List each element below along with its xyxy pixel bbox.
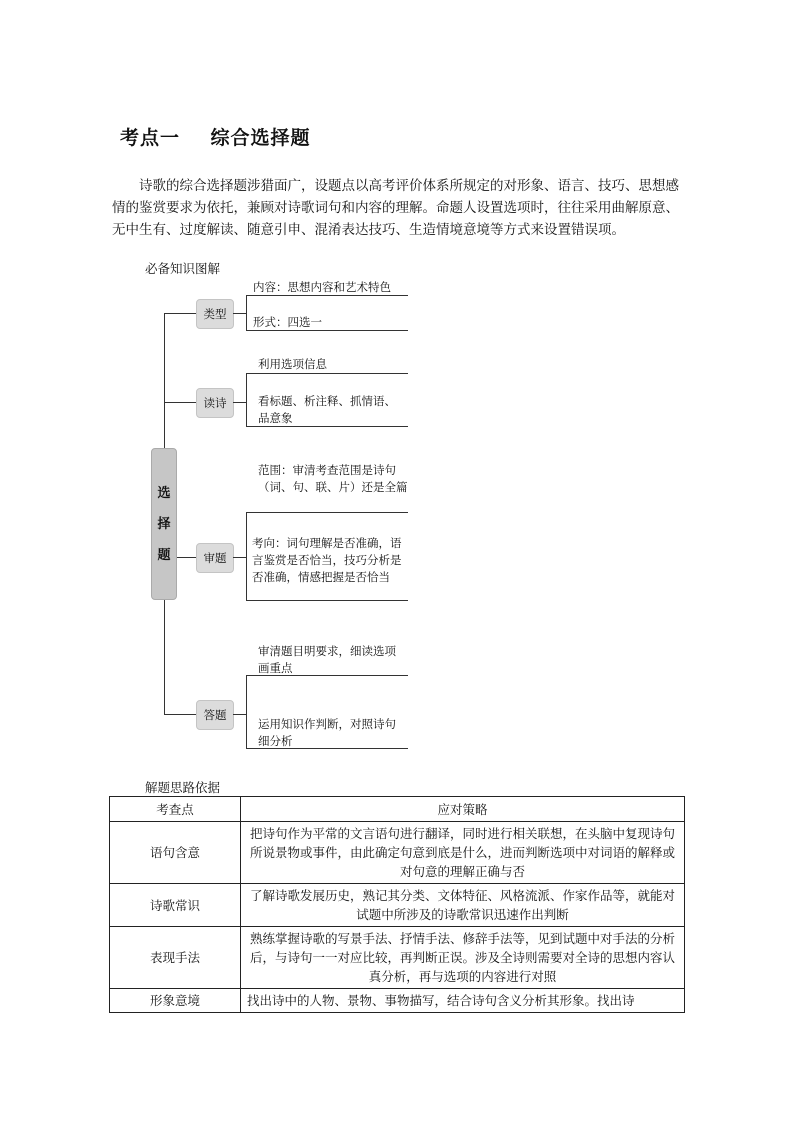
table-caption: 解题思路依据 xyxy=(145,780,221,795)
mindmap-caption: 必备知识图解 xyxy=(145,261,221,276)
column-header: 考查点 xyxy=(110,797,241,822)
leaf-text: 利用选项信息 xyxy=(258,357,327,371)
leaf-text: 审清题目明要求，细读选项画重点 xyxy=(258,644,396,675)
table-row xyxy=(110,822,685,884)
table-cell-strategy: 熟练掌握诗歌的写景手法、抒情手法、修辞手法等，见到试题中对手法的分析后，与诗句一一对应比较，再判断正误。涉及全诗则需要对全诗的思想内容认真分析，再与选项的内容进行对照 xyxy=(241,927,685,989)
root-char: 选 xyxy=(157,485,171,501)
leaf-text: 看标题、析注释、抓情语、品意象 xyxy=(258,394,396,425)
mindmap-root xyxy=(151,448,177,600)
branch-read: 读诗 xyxy=(196,388,234,418)
root-char: 择 xyxy=(157,516,171,532)
root-char: 题 xyxy=(157,547,171,563)
leaf-text: 考向：词句理解是否准确，语言鉴赏是否恰当，技巧分析是否准确，情感把握是否恰当 xyxy=(252,536,402,584)
strategy-table xyxy=(109,796,685,1013)
table-row xyxy=(110,884,685,927)
table-row xyxy=(110,927,685,989)
section-heading: 考点一 综合选择题 xyxy=(120,127,311,149)
table-cell-strategy: 找出诗中的人物、景物、事物描写，结合诗句含义分析其形象。找出诗 xyxy=(241,989,685,1013)
table-cell-point: 语句含意 xyxy=(110,822,241,884)
branch-type: 类型 xyxy=(196,299,234,329)
leaf-text: 运用知识作判断，对照诗句细分析 xyxy=(258,717,396,748)
table-cell-strategy: 把诗句作为平常的文言语句进行翻译，同时进行相关联想，在头脑中复现诗句所说景物或事件，由此确定句意到底是什么，进而判断选项中对词语的解释或对句意的理解正确与否 xyxy=(241,822,685,884)
column-header: 应对策略 xyxy=(241,797,685,822)
table-row xyxy=(110,989,685,1013)
leaf-text: 内容：思想内容和艺术特色 xyxy=(253,280,391,294)
intro-paragraph: 诗歌的综合选择题涉猎面广，设题点以高考评价体系所规定的对形象、语言、技巧、思想感情的鉴赏要求为依托，兼顾对诗歌词句和内容的理解。命题人设置选项时，往往采用曲解原意、无中生有、过度解读、随意引申、混淆表达技巧、生造情境意境等方式来设置错误项。 xyxy=(112,178,679,238)
table-header-row xyxy=(110,797,685,822)
branch-answer: 答题 xyxy=(196,700,234,730)
branch-examine: 审题 xyxy=(196,543,234,573)
table-cell-strategy: 了解诗歌发展历史，熟记其分类、文体特征、风格流派、作家作品等，就能对试题中所涉及的诗歌常识迅速作出判断 xyxy=(241,884,685,927)
table-cell-point: 形象意境 xyxy=(110,989,241,1013)
leaf-text: 形式：四选一 xyxy=(253,315,322,329)
leaf-text: 范围：审清考查范围是诗句（词、句、联、片）还是全篇 xyxy=(258,463,408,494)
table-cell-point: 表现手法 xyxy=(110,927,241,989)
table-cell-point: 诗歌常识 xyxy=(110,884,241,927)
